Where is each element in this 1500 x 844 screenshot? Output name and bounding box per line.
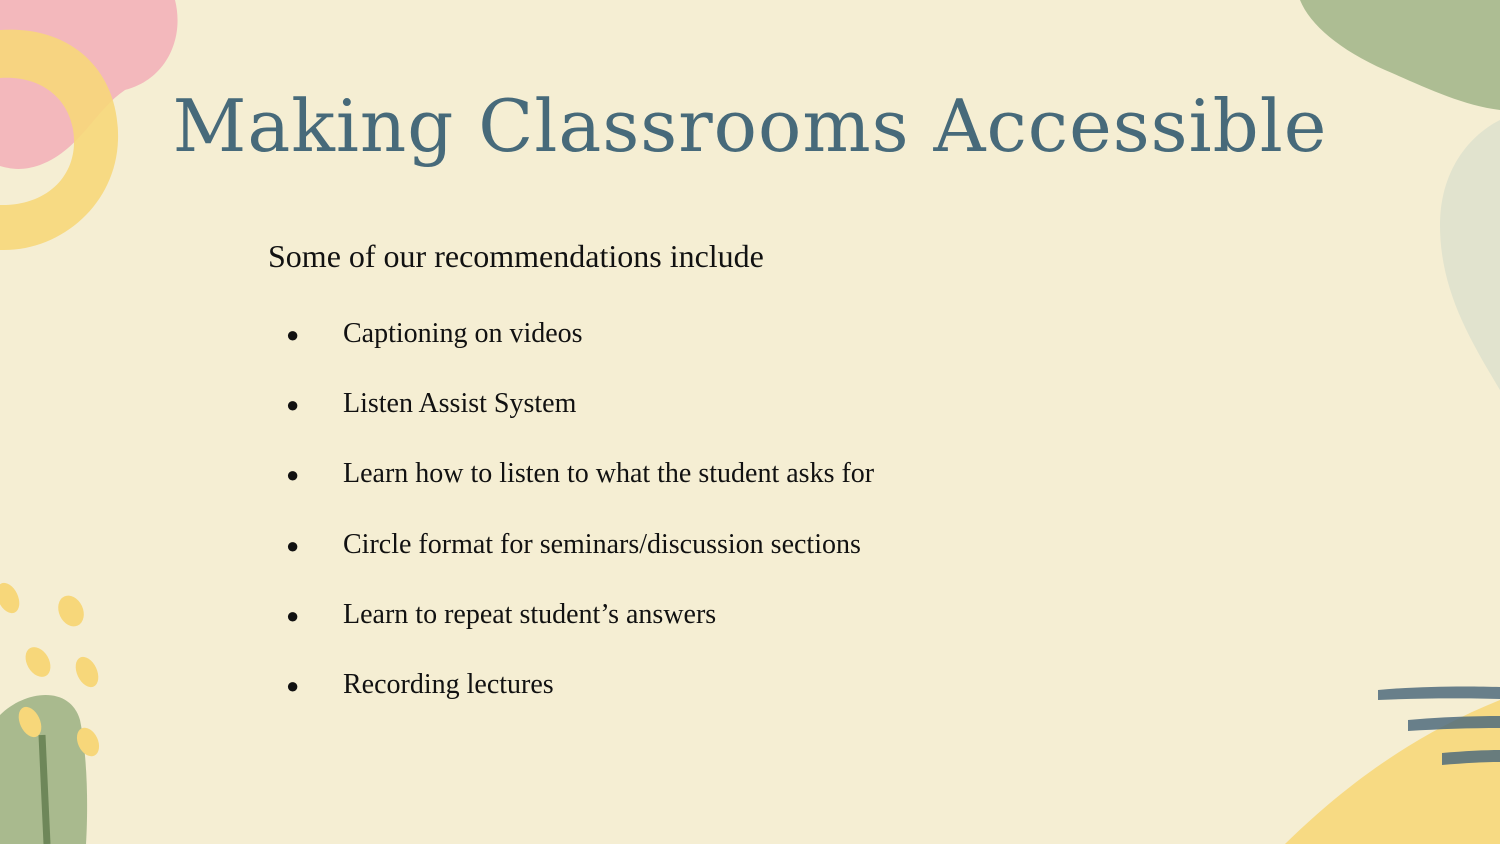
list-item [286, 314, 583, 354]
intro-text: Some of our recommendations include [268, 238, 764, 274]
bullet-icon: ● [286, 392, 300, 417]
list-item-text: Learn how to listen to what the student asks for [343, 458, 875, 489]
yellow-dot [71, 653, 103, 690]
slide-title: Making Classrooms Accessible [172, 84, 1328, 168]
leaf-stem [42, 735, 47, 844]
bullet-icon: ● [286, 673, 300, 698]
list-item [286, 384, 576, 424]
list-item-text: Listen Assist System [343, 388, 577, 419]
list-item-text: Learn to repeat student’s answers [343, 599, 717, 630]
list-item [286, 454, 874, 494]
yellow-dot [53, 591, 88, 630]
list-item-text: Captioning on videos [343, 318, 583, 349]
bullet-icon: ● [286, 462, 300, 487]
blue-brush-stroke [1378, 686, 1500, 700]
list-item-text: Circle format for seminars/discussion sections [343, 529, 861, 560]
bullet-icon: ● [286, 533, 300, 558]
list-item [286, 525, 861, 565]
list-item [286, 595, 716, 635]
list-item-text: Recording lectures [343, 669, 554, 700]
yellow-dot [20, 643, 55, 682]
list-item [286, 665, 554, 705]
yellow-dot [0, 579, 24, 616]
bullet-icon: ● [286, 322, 300, 347]
bullet-icon: ● [286, 603, 300, 628]
